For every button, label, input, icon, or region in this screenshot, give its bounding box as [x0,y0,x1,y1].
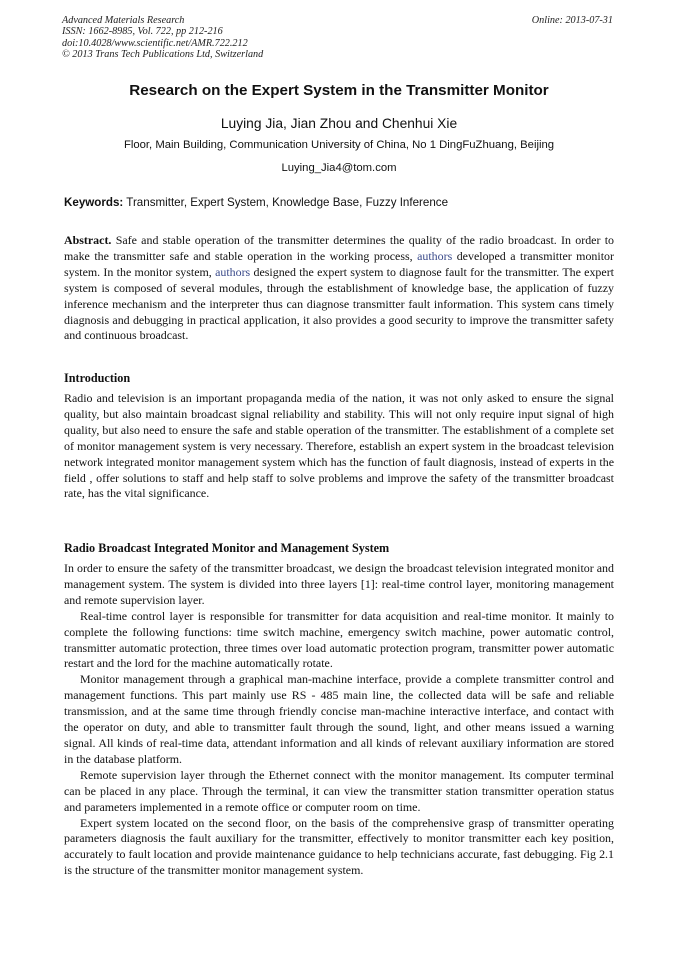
abstract [64,233,614,344]
author-list: Luying Jia, Jian Zhou and Chenhui Xie [220,116,458,131]
radio-section-heading: Radio Broadcast Integrated Monitor and Management System [64,541,390,555]
issn-line: ISSN: 1662-8985, Vol. 722, pp 212-216 [62,26,223,38]
radio-section-body [64,561,614,879]
introduction-body [64,391,614,502]
online-date: Online: 2013-07-31 [531,15,613,26]
copyright-line: © 2013 Trans Tech Publications Ltd, Switzerland [62,49,264,61]
abstract-authors-word-1: authors [417,248,453,263]
abstract-text-1: Safe and stable operation of the transmitter determines the quality of the radio broadcast. In order to make the transmitter safe and stable operation in the working process, [64,233,615,263]
journal-name: Advanced Materials Research [62,15,185,26]
keywords-text: Transmitter, Expert System, Knowledge Base, Fuzzy Inference [126,196,449,209]
keywords-line [64,196,448,209]
paper-title: Research on the Expert System in the Transmitter Monitor [129,82,549,99]
radio-paragraph-2: Real-time control layer is responsible for transmitter for data acquisition and real-time monitor. It mainly to complete the following functions: time switch machine, emergency switch machine, power automatic control, transmitter automatic protection, three times over load automatic protection program, transmitter power automatic restart and the lord for the machine automatically rotate. [64,608,614,671]
abstract-authors-word-2: authors [215,264,251,279]
abstract-label: Abstract. [64,233,112,247]
radio-paragraph-5: Expert system located on the second floor, on the basis of the comprehensive grasp of transmitter operating parameters diagnosis the fault auxiliary for the transmitter, effectively to monitor transmitter each key position, accurately to fault location and provide maintenance guidance to help technicians accurate, fast debugging. Fig 2.1 is the structure of the transmitter monitor management system. [64,815,614,878]
radio-paragraph-4: Remote supervision layer through the Ethernet connect with the monitor management. Its computer terminal can be placed in any place. Through the terminal, it can view the transmitter station transmitter operation status and parameters implemented in a remote office or computer room on time. [64,767,614,814]
affiliation: Floor, Main Building, Communication University of China, No 1 DingFuZhuang, Beijing [123,139,555,151]
introduction-heading: Introduction [64,371,131,385]
doi-line: doi:10.4028/www.scientific.net/AMR.722.212 [62,37,248,49]
author-email: Luying_Jia4@tom.com [281,162,397,174]
radio-paragraph-3: Monitor management through a graphical man-machine interface, provide a complete transmitter control and management functions. This part mainly use RS - 485 main line, the collected data will be safe and reliable transmission, and at the same time through friendly concise man-machine interactive interface, and contact with the operator on duty, and able to transmitter fault through the sound, light, and other means issued a warning signal. All kinds of real-time data, attendant information and all kinds of relevant auxiliary information are stored in the database platform. [64,672,614,766]
abstract-text-2: developed a transmitter monitor system. In the monitor system, [64,248,614,279]
radio-paragraph-1: In order to ensure the safety of the transmitter broadcast, we design the broadcast television integrated monitor and management system. The system is divided into three layers [1]: real-time control layer, monitoring management and remote supervision layer. [64,561,614,607]
abstract-text-3: designed the expert system to diagnose fault for the transmitter. The expert system is composed of several modules, through the establishment of knowledge base, the application of fuzzy inference mechanism and the interpreter thus can diagnose transmitter fault information. This system cans timely diagnosis and debugging in practical application, it also provides a good security to improve the transmitter safety and continuous broadcast. [64,264,614,343]
journal-header [62,15,263,61]
keywords-label: Keywords: [64,196,124,209]
introduction-paragraph: Radio and television is an important propaganda media of the nation, it was not only asked to ensure the signal quality, but also maintain broadcast signal reliability and stability. This will not only require input signal of high quality, but also need to ensure the safe and stable operation of the transmitter. The establishment of a complete set of monitor management system is very necessary. Therefore, establish an expert system in the broadcast television network integrated monitor management system which has the function of fault diagnosis, instead of experts in the field , offer solutions to staff and help staff to solve problems and improve the safety of the transmitter broadcast rate, has the vital significance. [64,391,614,501]
